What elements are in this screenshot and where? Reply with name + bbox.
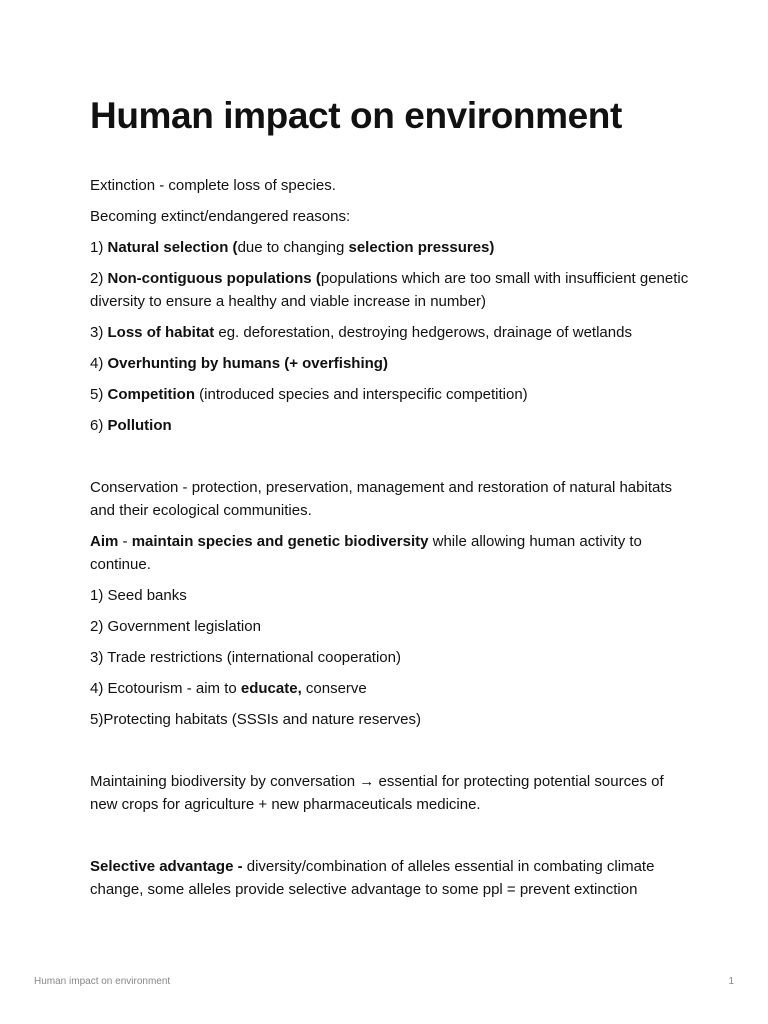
document-page <box>90 92 690 909</box>
reason-1-term-2: selection pressures) <box>348 239 495 256</box>
selective-advantage-paragraph <box>90 855 690 901</box>
reason-6-term: Pollution <box>107 417 172 434</box>
reason-4-number: 4) <box>90 355 108 372</box>
method-4-text: 4) Ecotourism - aim to <box>90 680 241 697</box>
reason-6 <box>90 414 690 437</box>
reason-3-text: eg. deforestation, destroying hedgerows, drainage of wetlands <box>214 324 632 341</box>
reason-3 <box>90 321 690 344</box>
reason-1 <box>90 236 690 259</box>
footer-title: Human impact on environment <box>34 976 171 987</box>
selective-advantage-text: diversity/combination of alleles essential in combating climate change, some alleles provide selective advantage to some ppl = prevent extinction <box>90 858 655 898</box>
method-2: 2) Government legislation <box>90 618 261 635</box>
section-spacer <box>90 824 690 855</box>
reason-5-number: 5) <box>90 386 108 403</box>
reason-5 <box>90 383 690 406</box>
reason-1-term: Natural selection ( <box>107 239 238 256</box>
reason-4 <box>90 352 690 375</box>
aim-separator: - <box>118 533 132 550</box>
reason-5-text: (introduced species and interspecific competition) <box>195 386 528 403</box>
method-1: 1) Seed banks <box>90 587 187 604</box>
section-spacer <box>90 739 690 770</box>
reason-2-text: populations which are too small with insufficient genetic diversity to ensure a healthy and viable increase in number) <box>90 270 689 310</box>
reason-1-text: due to changing <box>237 239 349 256</box>
reason-4-term: Overhunting by humans (+ overfishing) <box>107 355 388 372</box>
selective-advantage-term: Selective advantage - <box>90 858 243 875</box>
aim-text: while allowing human activity to continue. <box>90 533 642 573</box>
reason-2-term: Non-contiguous populations ( <box>107 270 321 287</box>
reason-5-term: Competition <box>107 386 196 403</box>
method-4 <box>90 677 690 700</box>
page-number: 1 <box>728 976 734 987</box>
section-spacer <box>90 445 690 476</box>
reason-1-number: 1) <box>90 239 108 256</box>
page-title: Human impact on environment <box>90 95 622 136</box>
reasons-heading: Becoming extinct/endangered reasons: <box>90 208 351 225</box>
extinction-definition: Extinction - complete loss of species. <box>90 177 336 194</box>
reason-3-number: 3) <box>90 324 108 341</box>
method-4-term: educate, <box>240 680 302 697</box>
conservation-definition: Conservation - protection, preservation, management and restoration of natural habitats and their ecological communities. <box>90 479 672 519</box>
biodiversity-paragraph: Maintaining biodiversity by conversation → essential for protecting potential sources of new crops for agriculture + new pharmaceuticals medicine. <box>90 773 664 813</box>
reason-3-term: Loss of habitat <box>107 324 215 341</box>
reason-2 <box>90 267 690 313</box>
method-5: 5)Protecting habitats (SSSIs and nature reserves) <box>90 711 421 728</box>
aim-label: Aim <box>90 533 119 550</box>
method-3: 3) Trade restrictions (international cooperation) <box>90 649 401 666</box>
conservation-aim <box>90 530 690 576</box>
reason-2-number: 2) <box>90 270 108 287</box>
reason-6-number: 6) <box>90 417 108 434</box>
page-footer <box>34 976 734 987</box>
aim-term: maintain species and genetic biodiversity <box>131 533 429 550</box>
method-4-text-2: conserve <box>301 680 367 697</box>
